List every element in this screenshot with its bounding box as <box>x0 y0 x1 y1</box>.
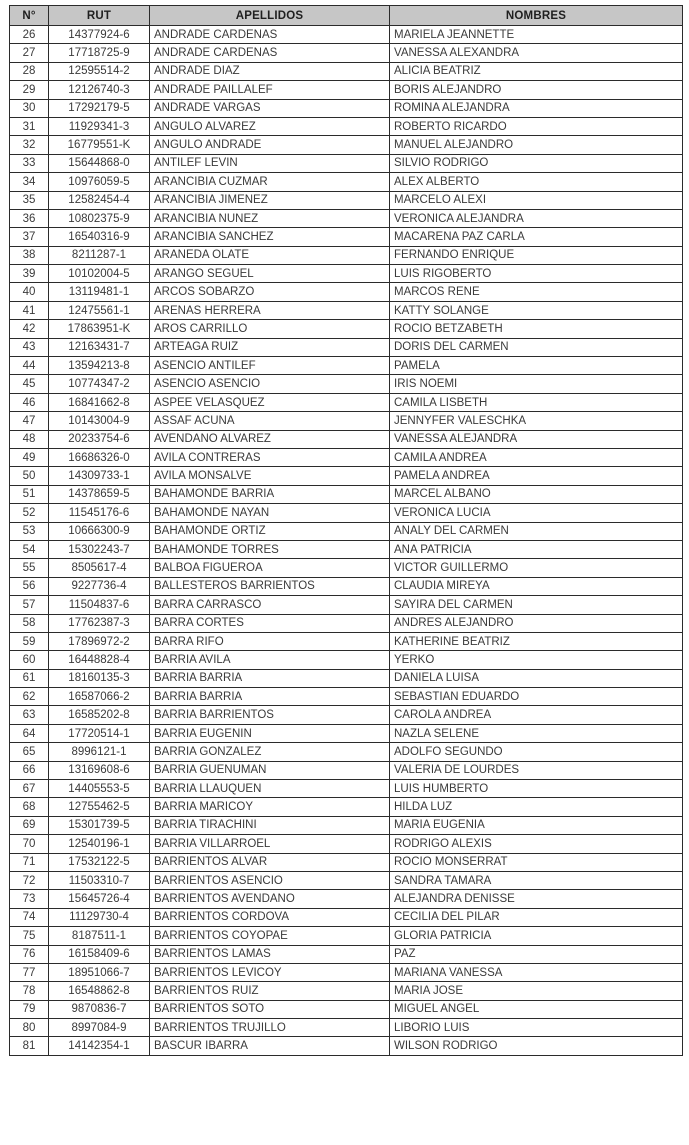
apellidos-cell: BARRIENTOS ALVAR <box>150 853 390 871</box>
apellidos-cell: AVILA CONTRERAS <box>150 448 390 466</box>
row-number-cell: 48 <box>10 430 49 448</box>
table-row <box>10 596 683 614</box>
row-number-cell: 78 <box>10 982 49 1000</box>
nombres-cell: ALICIA BEATRIZ <box>390 62 683 80</box>
row-number-cell: 37 <box>10 228 49 246</box>
row-number-cell: 60 <box>10 651 49 669</box>
row-number-cell: 57 <box>10 596 49 614</box>
apellidos-cell: BARRIA MARICOY <box>150 798 390 816</box>
apellidos-cell: AVENDANO ALVAREZ <box>150 430 390 448</box>
rut-cell: 12163431-7 <box>49 338 150 356</box>
nombres-cell: LUIS RIGOBERTO <box>390 265 683 283</box>
table-row <box>10 375 683 393</box>
table-row <box>10 62 683 80</box>
apellidos-cell: ARANCIBIA NUNEZ <box>150 209 390 227</box>
row-number-cell: 40 <box>10 283 49 301</box>
nombres-cell: MARCEL ALBANO <box>390 485 683 503</box>
row-number-cell: 54 <box>10 540 49 558</box>
table-row <box>10 706 683 724</box>
row-number-cell: 31 <box>10 117 49 135</box>
apellidos-cell: BARRIENTOS RUIZ <box>150 982 390 1000</box>
row-number-cell: 81 <box>10 1037 49 1055</box>
row-number-cell: 63 <box>10 706 49 724</box>
table-row <box>10 26 683 44</box>
apellidos-cell: BARRIENTOS COYOPAE <box>150 927 390 945</box>
table-row <box>10 283 683 301</box>
nombres-cell: CLAUDIA MIREYA <box>390 577 683 595</box>
table-row <box>10 890 683 908</box>
rut-cell: 11129730-4 <box>49 908 150 926</box>
table-row <box>10 835 683 853</box>
rut-cell: 8187511-1 <box>49 927 150 945</box>
rut-cell: 8211287-1 <box>49 246 150 264</box>
rut-cell: 18160135-3 <box>49 669 150 687</box>
table-row <box>10 357 683 375</box>
nombres-cell: CECILIA DEL PILAR <box>390 908 683 926</box>
table-row <box>10 1000 683 1018</box>
rut-cell: 10802375-9 <box>49 209 150 227</box>
row-number-cell: 59 <box>10 632 49 650</box>
row-number-cell: 77 <box>10 963 49 981</box>
rut-cell: 8996121-1 <box>49 743 150 761</box>
rut-cell: 16587066-2 <box>49 688 150 706</box>
apellidos-cell: BARRIENTOS SOTO <box>150 1000 390 1018</box>
rut-cell: 11545176-6 <box>49 504 150 522</box>
row-number-cell: 76 <box>10 945 49 963</box>
apellidos-cell: ANDRADE CARDENAS <box>150 26 390 44</box>
row-number-cell: 72 <box>10 871 49 889</box>
row-number-cell: 47 <box>10 412 49 430</box>
table-row <box>10 430 683 448</box>
table-row <box>10 522 683 540</box>
nombres-cell: KATTY SOLANGE <box>390 301 683 319</box>
table-row <box>10 467 683 485</box>
apellidos-cell: BARRA CARRASCO <box>150 596 390 614</box>
apellidos-cell: ANDRADE DIAZ <box>150 62 390 80</box>
nombres-cell: IRIS NOEMI <box>390 375 683 393</box>
row-number-cell: 70 <box>10 835 49 853</box>
rut-cell: 13594213-8 <box>49 357 150 375</box>
nombres-cell: CAMILA ANDREA <box>390 448 683 466</box>
rut-cell: 11929341-3 <box>49 117 150 135</box>
table-row <box>10 301 683 319</box>
table-row <box>10 927 683 945</box>
row-number-cell: 46 <box>10 393 49 411</box>
apellidos-cell: BAHAMONDE BARRIA <box>150 485 390 503</box>
apellidos-cell: BAHAMONDE TORRES <box>150 540 390 558</box>
header-nombres: NOMBRES <box>390 6 683 26</box>
nombres-cell: VANESSA ALEXANDRA <box>390 44 683 62</box>
nombres-cell: MARCOS RENE <box>390 283 683 301</box>
row-number-cell: 74 <box>10 908 49 926</box>
table-row <box>10 117 683 135</box>
table-row <box>10 265 683 283</box>
nombres-cell: DORIS DEL CARMEN <box>390 338 683 356</box>
row-number-cell: 38 <box>10 246 49 264</box>
table-row <box>10 448 683 466</box>
apellidos-cell: BALLESTEROS BARRIENTOS <box>150 577 390 595</box>
rut-cell: 12126740-3 <box>49 81 150 99</box>
nombres-cell: ROCIO BETZABETH <box>390 320 683 338</box>
rut-cell: 10976059-5 <box>49 173 150 191</box>
apellidos-cell: ARCOS SOBARZO <box>150 283 390 301</box>
row-number-cell: 50 <box>10 467 49 485</box>
table-row <box>10 669 683 687</box>
nombres-cell: ROMINA ALEJANDRA <box>390 99 683 117</box>
nombres-cell: MARCELO ALEXI <box>390 191 683 209</box>
apellidos-cell: BARRIENTOS ASENCIO <box>150 871 390 889</box>
table-row <box>10 540 683 558</box>
table-row <box>10 246 683 264</box>
nombres-cell: MARIANA VANESSA <box>390 963 683 981</box>
rut-cell: 16686326-0 <box>49 448 150 466</box>
apellidos-cell: BARRIA EUGENIN <box>150 724 390 742</box>
table-header-row <box>10 6 683 26</box>
nombres-cell: VANESSA ALEJANDRA <box>390 430 683 448</box>
rut-cell: 8505617-4 <box>49 559 150 577</box>
table-row <box>10 1019 683 1037</box>
rut-cell: 12540196-1 <box>49 835 150 853</box>
table-row <box>10 743 683 761</box>
nombres-cell: MARIELA JEANNETTE <box>390 26 683 44</box>
apellidos-cell: BARRIA VILLARROEL <box>150 835 390 853</box>
nombres-cell: MACARENA PAZ CARLA <box>390 228 683 246</box>
rut-cell: 15301739-5 <box>49 816 150 834</box>
apellidos-cell: ANTILEF LEVIN <box>150 154 390 172</box>
table-row <box>10 173 683 191</box>
rut-cell: 11504837-6 <box>49 596 150 614</box>
nombres-cell: KATHERINE BEATRIZ <box>390 632 683 650</box>
row-number-cell: 73 <box>10 890 49 908</box>
apellidos-cell: ARANGO SEGUEL <box>150 265 390 283</box>
rut-cell: 12582454-4 <box>49 191 150 209</box>
row-number-cell: 79 <box>10 1000 49 1018</box>
row-number-cell: 68 <box>10 798 49 816</box>
nombres-cell: FERNANDO ENRIQUE <box>390 246 683 264</box>
nombres-cell: VERONICA ALEJANDRA <box>390 209 683 227</box>
rut-cell: 16585202-8 <box>49 706 150 724</box>
nombres-cell: RODRIGO ALEXIS <box>390 835 683 853</box>
rut-cell: 16448828-4 <box>49 651 150 669</box>
nombres-cell: PAMELA ANDREA <box>390 467 683 485</box>
nombres-cell: ANALY DEL CARMEN <box>390 522 683 540</box>
apellidos-cell: ASSAF ACUNA <box>150 412 390 430</box>
nombres-cell: ALEJANDRA DENISSE <box>390 890 683 908</box>
row-number-cell: 29 <box>10 81 49 99</box>
rut-cell: 10774347-2 <box>49 375 150 393</box>
nombres-cell: ROBERTO RICARDO <box>390 117 683 135</box>
table-row <box>10 338 683 356</box>
nombres-cell: ANDRES ALEJANDRO <box>390 614 683 632</box>
apellidos-cell: ANDRADE PAILLALEF <box>150 81 390 99</box>
row-number-cell: 69 <box>10 816 49 834</box>
rut-cell: 16548862-8 <box>49 982 150 1000</box>
table-row <box>10 191 683 209</box>
rut-cell: 14309733-1 <box>49 467 150 485</box>
table-row <box>10 209 683 227</box>
apellidos-cell: BARRIA BARRIENTOS <box>150 706 390 724</box>
header-apellidos: APELLIDOS <box>150 6 390 26</box>
table-row <box>10 724 683 742</box>
table-row <box>10 228 683 246</box>
table-row <box>10 44 683 62</box>
nombres-cell: LIBORIO LUIS <box>390 1019 683 1037</box>
nombres-cell: ALEX ALBERTO <box>390 173 683 191</box>
rut-cell: 15302243-7 <box>49 540 150 558</box>
nombres-cell: ADOLFO SEGUNDO <box>390 743 683 761</box>
table-row <box>10 945 683 963</box>
nombres-cell: ANA PATRICIA <box>390 540 683 558</box>
row-number-cell: 34 <box>10 173 49 191</box>
rut-cell: 14405553-5 <box>49 780 150 798</box>
apellidos-cell: BARRIENTOS AVENDANO <box>150 890 390 908</box>
rut-cell: 15645726-4 <box>49 890 150 908</box>
row-number-cell: 71 <box>10 853 49 871</box>
apellidos-cell: AVILA MONSALVE <box>150 467 390 485</box>
nombres-cell: ROCIO MONSERRAT <box>390 853 683 871</box>
apellidos-cell: BARRIENTOS TRUJILLO <box>150 1019 390 1037</box>
rut-cell: 12475561-1 <box>49 301 150 319</box>
table-row <box>10 651 683 669</box>
rut-cell: 17532122-5 <box>49 853 150 871</box>
apellidos-cell: BARRIA AVILA <box>150 651 390 669</box>
nombres-cell: CAMILA LISBETH <box>390 393 683 411</box>
nombres-cell: DANIELA LUISA <box>390 669 683 687</box>
table-row <box>10 632 683 650</box>
rut-cell: 18951066-7 <box>49 963 150 981</box>
header-number: N° <box>10 6 49 26</box>
apellidos-cell: ARANCIBIA JIMENEZ <box>150 191 390 209</box>
apellidos-cell: BAHAMONDE ORTIZ <box>150 522 390 540</box>
apellidos-cell: BARRA CORTES <box>150 614 390 632</box>
apellidos-cell: ANDRADE CARDENAS <box>150 44 390 62</box>
rut-cell: 16841662-8 <box>49 393 150 411</box>
table-row <box>10 559 683 577</box>
apellidos-cell: BARRIENTOS LEVICOY <box>150 963 390 981</box>
row-number-cell: 44 <box>10 357 49 375</box>
row-number-cell: 30 <box>10 99 49 117</box>
table-row <box>10 871 683 889</box>
table-row <box>10 136 683 154</box>
nombres-cell: LUIS HUMBERTO <box>390 780 683 798</box>
rut-cell: 14378659-5 <box>49 485 150 503</box>
rut-cell: 16158409-6 <box>49 945 150 963</box>
rut-cell: 13119481-1 <box>49 283 150 301</box>
apellidos-cell: ARANCIBIA SANCHEZ <box>150 228 390 246</box>
apellidos-cell: ARANEDA OLATE <box>150 246 390 264</box>
nombres-cell: YERKO <box>390 651 683 669</box>
row-number-cell: 33 <box>10 154 49 172</box>
row-number-cell: 36 <box>10 209 49 227</box>
table-row <box>10 154 683 172</box>
table-row <box>10 816 683 834</box>
row-number-cell: 51 <box>10 485 49 503</box>
nombres-cell: SANDRA TAMARA <box>390 871 683 889</box>
nombres-cell: MIGUEL ANGEL <box>390 1000 683 1018</box>
table-row <box>10 504 683 522</box>
rut-cell: 16779551-K <box>49 136 150 154</box>
table-row <box>10 963 683 981</box>
table-row <box>10 798 683 816</box>
rut-cell: 17718725-9 <box>49 44 150 62</box>
row-number-cell: 55 <box>10 559 49 577</box>
row-number-cell: 26 <box>10 26 49 44</box>
apellidos-cell: BARRIA BARRIA <box>150 688 390 706</box>
apellidos-cell: ARANCIBIA CUZMAR <box>150 173 390 191</box>
apellidos-cell: ARTEAGA RUIZ <box>150 338 390 356</box>
row-number-cell: 28 <box>10 62 49 80</box>
apellidos-cell: BARRIENTOS LAMAS <box>150 945 390 963</box>
table-row <box>10 393 683 411</box>
table-row <box>10 761 683 779</box>
rut-cell: 12755462-5 <box>49 798 150 816</box>
rut-cell: 8997084-9 <box>49 1019 150 1037</box>
nombres-cell: VALERIA DE LOURDES <box>390 761 683 779</box>
table-row <box>10 982 683 1000</box>
row-number-cell: 56 <box>10 577 49 595</box>
apellidos-cell: BARRIA LLAUQUEN <box>150 780 390 798</box>
apellidos-cell: BARRA RIFO <box>150 632 390 650</box>
row-number-cell: 45 <box>10 375 49 393</box>
rut-cell: 17292179-5 <box>49 99 150 117</box>
rut-cell: 15644868-0 <box>49 154 150 172</box>
nombres-cell: SAYIRA DEL CARMEN <box>390 596 683 614</box>
nombres-cell: MARIA EUGENIA <box>390 816 683 834</box>
nombres-cell: SILVIO RODRIGO <box>390 154 683 172</box>
nombres-cell: SEBASTIAN EDUARDO <box>390 688 683 706</box>
rut-cell: 14142354-1 <box>49 1037 150 1055</box>
table-row <box>10 320 683 338</box>
table-row <box>10 485 683 503</box>
header-rut: RUT <box>49 6 150 26</box>
row-number-cell: 42 <box>10 320 49 338</box>
nombres-cell: PAZ <box>390 945 683 963</box>
apellidos-cell: BARRIENTOS CORDOVA <box>150 908 390 926</box>
apellidos-cell: ANGULO ANDRADE <box>150 136 390 154</box>
table-row <box>10 780 683 798</box>
nombres-cell: MANUEL ALEJANDRO <box>390 136 683 154</box>
table-body <box>10 26 683 1056</box>
nombres-cell: NAZLA SELENE <box>390 724 683 742</box>
row-number-cell: 39 <box>10 265 49 283</box>
table-row <box>10 853 683 871</box>
nombres-cell: PAMELA <box>390 357 683 375</box>
apellidos-cell: ANGULO ALVAREZ <box>150 117 390 135</box>
nombres-cell: HILDA LUZ <box>390 798 683 816</box>
apellidos-cell: ASPEE VELASQUEZ <box>150 393 390 411</box>
table-row <box>10 908 683 926</box>
row-number-cell: 27 <box>10 44 49 62</box>
apellidos-cell: ASENCIO ANTILEF <box>150 357 390 375</box>
row-number-cell: 35 <box>10 191 49 209</box>
rut-cell: 17762387-3 <box>49 614 150 632</box>
table-row <box>10 1037 683 1055</box>
rut-cell: 9870836-7 <box>49 1000 150 1018</box>
nombres-cell: GLORIA PATRICIA <box>390 927 683 945</box>
row-number-cell: 64 <box>10 724 49 742</box>
apellidos-cell: BARRIA BARRIA <box>150 669 390 687</box>
rut-cell: 13169608-6 <box>49 761 150 779</box>
row-number-cell: 32 <box>10 136 49 154</box>
table-row <box>10 577 683 595</box>
row-number-cell: 52 <box>10 504 49 522</box>
row-number-cell: 75 <box>10 927 49 945</box>
apellidos-cell: BASCUR IBARRA <box>150 1037 390 1055</box>
nombres-cell: CAROLA ANDREA <box>390 706 683 724</box>
nombres-cell: VICTOR GUILLERMO <box>390 559 683 577</box>
row-number-cell: 67 <box>10 780 49 798</box>
row-number-cell: 49 <box>10 448 49 466</box>
table-row <box>10 688 683 706</box>
table-row <box>10 99 683 117</box>
apellidos-cell: BAHAMONDE NAYAN <box>150 504 390 522</box>
rut-cell: 14377924-6 <box>49 26 150 44</box>
row-number-cell: 41 <box>10 301 49 319</box>
rut-cell: 10143004-9 <box>49 412 150 430</box>
apellidos-cell: ARENAS HERRERA <box>150 301 390 319</box>
nombres-cell: WILSON RODRIGO <box>390 1037 683 1055</box>
nombres-cell: VERONICA LUCIA <box>390 504 683 522</box>
table-row <box>10 81 683 99</box>
row-number-cell: 53 <box>10 522 49 540</box>
rut-cell: 12595514-2 <box>49 62 150 80</box>
apellidos-cell: BARRIA GONZALEZ <box>150 743 390 761</box>
nombres-cell: JENNYFER VALESCHKA <box>390 412 683 430</box>
rut-cell: 10102004-5 <box>49 265 150 283</box>
apellidos-cell: AROS CARRILLO <box>150 320 390 338</box>
rut-cell: 9227736-4 <box>49 577 150 595</box>
apellidos-cell: BALBOA FIGUEROA <box>150 559 390 577</box>
row-number-cell: 58 <box>10 614 49 632</box>
table-row <box>10 614 683 632</box>
apellidos-cell: BARRIA TIRACHINI <box>150 816 390 834</box>
rut-cell: 20233754-6 <box>49 430 150 448</box>
rut-cell: 11503310-7 <box>49 871 150 889</box>
rut-cell: 10666300-9 <box>49 522 150 540</box>
apellidos-cell: ANDRADE VARGAS <box>150 99 390 117</box>
rut-cell: 17896972-2 <box>49 632 150 650</box>
row-number-cell: 43 <box>10 338 49 356</box>
row-number-cell: 66 <box>10 761 49 779</box>
apellidos-cell: ASENCIO ASENCIO <box>150 375 390 393</box>
row-number-cell: 80 <box>10 1019 49 1037</box>
nombres-cell: MARIA JOSE <box>390 982 683 1000</box>
row-number-cell: 61 <box>10 669 49 687</box>
nombres-cell: BORIS ALEJANDRO <box>390 81 683 99</box>
apellidos-cell: BARRIA GUENUMAN <box>150 761 390 779</box>
row-number-cell: 65 <box>10 743 49 761</box>
rut-cell: 17863951-K <box>49 320 150 338</box>
table-row <box>10 412 683 430</box>
rut-cell: 16540316-9 <box>49 228 150 246</box>
rut-cell: 17720514-1 <box>49 724 150 742</box>
roster-table <box>9 5 683 1056</box>
row-number-cell: 62 <box>10 688 49 706</box>
